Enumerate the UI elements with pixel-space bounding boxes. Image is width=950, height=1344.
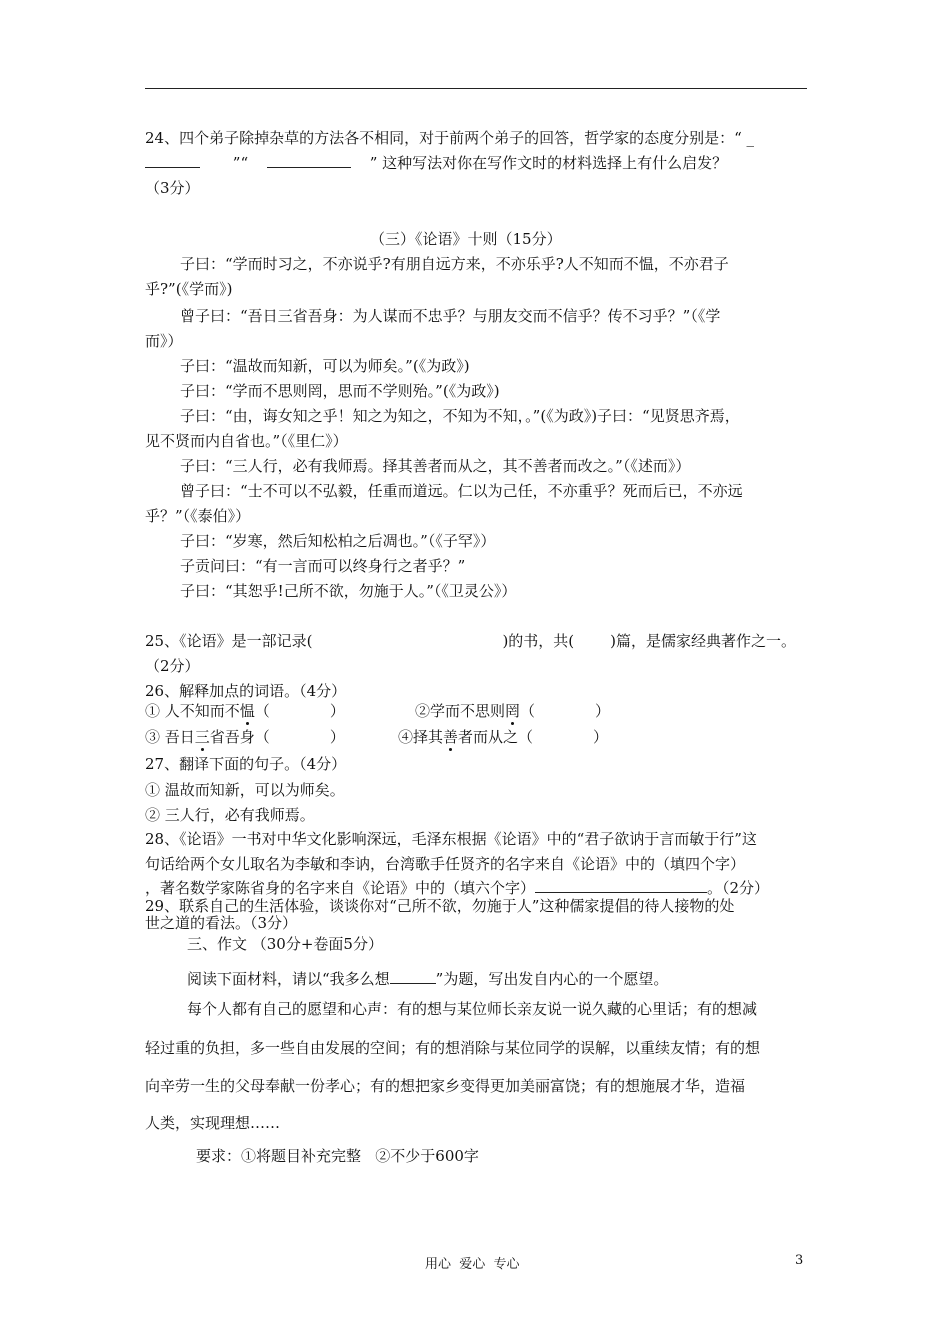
text-line: 子曰：“学而不思则罔，思而不学则殆。”(《为政》) — [180, 382, 500, 400]
dotted-word: 三 — [194, 728, 210, 746]
text-line: 曾子曰：“吾日三省吾身：为人谋而不忠乎？与朋友交而不信乎？传不习乎？”（《学 — [180, 307, 721, 325]
answer-blank[interactable] — [535, 878, 707, 893]
text-line: 子曰：“温故而知新，可以为师矣。”(《为政》) — [180, 357, 470, 375]
q24-question: ” 这种写法对你在写作文时的材料选择上有什么启发？ — [369, 154, 728, 172]
q28-score: 。（2分） — [707, 879, 770, 897]
q25-score: （2分） — [145, 657, 200, 675]
q24-score: （3分） — [145, 179, 200, 197]
q28-text: ，著名数学家陈省身的名字来自《论语》中的（填六个字） — [145, 879, 536, 897]
item-text: 者而从之（ — [458, 728, 534, 746]
q26-item-4 — [398, 727, 608, 747]
q25-part-b: )的书，共( — [502, 632, 575, 650]
item-text: ） — [329, 702, 345, 720]
answer-blank[interactable] — [145, 153, 200, 168]
material-line: 人类，实现理想…… — [145, 1114, 281, 1132]
quote-marks: ”“ — [232, 154, 249, 172]
q25-line — [145, 631, 796, 651]
dotted-word: 愠 — [239, 702, 255, 720]
item-text: ②学而不思则 — [415, 702, 506, 720]
prompt-text: ”为题，写出发自内心的一个愿望。 — [435, 970, 669, 988]
q28-line3 — [145, 878, 769, 898]
text-line: 子贡问曰：“有一言而可以终身行之者乎？” — [180, 557, 466, 575]
title-blank[interactable] — [390, 969, 436, 984]
composition-title: 三、作文 （30分+卷面5分） — [187, 935, 383, 953]
text-line: 子曰：“其恕乎!己所不欲，勿施于人。”（《卫灵公》） — [180, 582, 517, 600]
text-line: 乎？”（《泰伯》） — [145, 507, 251, 525]
q25-part-a: 25、《论语》是一部记录( — [145, 632, 313, 650]
text-line: 曾子曰：“士不可以不弘毅，任重而道远。仁以为己任，不亦重乎？死而后已，不亦远 — [180, 482, 743, 500]
item-text: ① 人不知而不 — [145, 702, 240, 720]
section-title: （三）《论语》十则（15分） — [370, 230, 562, 248]
dotted-word: 罔 — [505, 702, 521, 720]
q28-line1: 28、《论语》一书对中华文化影响深远，毛泽东根据《论语》中的“君子欲讷于言而敏于行”这 — [145, 830, 757, 848]
q25-part-c: )篇，是儒家经典著作之一。 — [610, 632, 797, 650]
text-line: 而》） — [145, 332, 183, 350]
q27-sentence-1: ① 温故而知新，可以为师矣。 — [145, 781, 345, 799]
q29-line2: 世之道的看法。（3分） — [145, 914, 298, 932]
item-text: ③ 吾日 — [145, 728, 195, 746]
prompt-text: 阅读下面材料，请以“我多么想 — [187, 970, 390, 988]
q27-title: 27、翻译下面的句子。（4分） — [145, 755, 347, 773]
item-text: 省吾身（ — [209, 728, 270, 746]
text-line: 子曰：“学而时习之，不亦说乎?有朋自远方来，不亦乐乎?人不知而不愠，不亦君子 — [180, 255, 729, 273]
footer-motto: 用心 爱心 专心 — [425, 1257, 520, 1272]
text-line: 子曰：“由，诲女知之乎！知之为知之，不知为不知，。”(《为政》)子曰：“见贤思齐焉， — [180, 407, 740, 425]
text-line: 子曰：“三人行，必有我师焉。择其善者而从之，其不善者而改之。”（《述而》） — [180, 457, 691, 475]
material-line: 轻过重的负担，多一些自由发展的空间；有的想消除与某位同学的误解，以重续友情；有的想 — [145, 1039, 761, 1057]
item-text: ） — [329, 728, 345, 746]
q26-item-1 — [145, 701, 345, 721]
q24-line1: 24、四个弟子除掉杂草的方法各不相同，对于前两个弟子的回答，哲学家的态度分别是：“ _ — [145, 129, 755, 147]
material-line: 每个人都有自己的愿望和心声：有的想与某位师长亲友说一说久藏的心里话；有的想减 — [187, 1000, 758, 1018]
header-rule — [145, 88, 807, 89]
dotted-word: 善 — [443, 728, 459, 746]
composition-prompt — [187, 969, 668, 989]
q29-line1: 29、联系自己的生活体验，谈谈你对“己所不欲，勿施于人”这种儒家提倡的待人接物的处 — [145, 897, 735, 915]
item-text: ） — [593, 728, 609, 746]
text-line: 子曰：“岁寒，然后知松柏之后凋也。”（《子罕》） — [180, 532, 496, 550]
answer-blank[interactable] — [267, 153, 351, 168]
item-text: （ — [520, 702, 536, 720]
material-line: 向辛劳一生的父母奉献一份孝心；有的想把家乡变得更加美丽富饶；有的想施展才华，造福 — [145, 1077, 746, 1095]
q28-line2: 句话给两个女儿取名为李敏和李讷，台湾歌手任贤齐的名字来自《论语》中的（填四个字） — [145, 855, 746, 873]
q24-line2 — [145, 153, 727, 173]
page-number: 3 — [795, 1253, 804, 1268]
text-line: 见不贤而内自省也。”（《里仁》） — [145, 432, 348, 450]
q26-item-3 — [145, 727, 345, 747]
q26-item-2 — [415, 701, 610, 721]
item-text: ④择其 — [398, 728, 444, 746]
q26-title: 26、解释加点的词语。（4分） — [145, 682, 347, 700]
q27-sentence-2: ② 三人行，必有我师焉。 — [145, 806, 315, 824]
text-line: 乎?”(《学而》) — [145, 280, 233, 298]
requirements: 要求：①将题目补充完整 ②不少于600字 — [196, 1147, 479, 1165]
item-text: （ — [254, 702, 270, 720]
item-text: ） — [595, 702, 611, 720]
